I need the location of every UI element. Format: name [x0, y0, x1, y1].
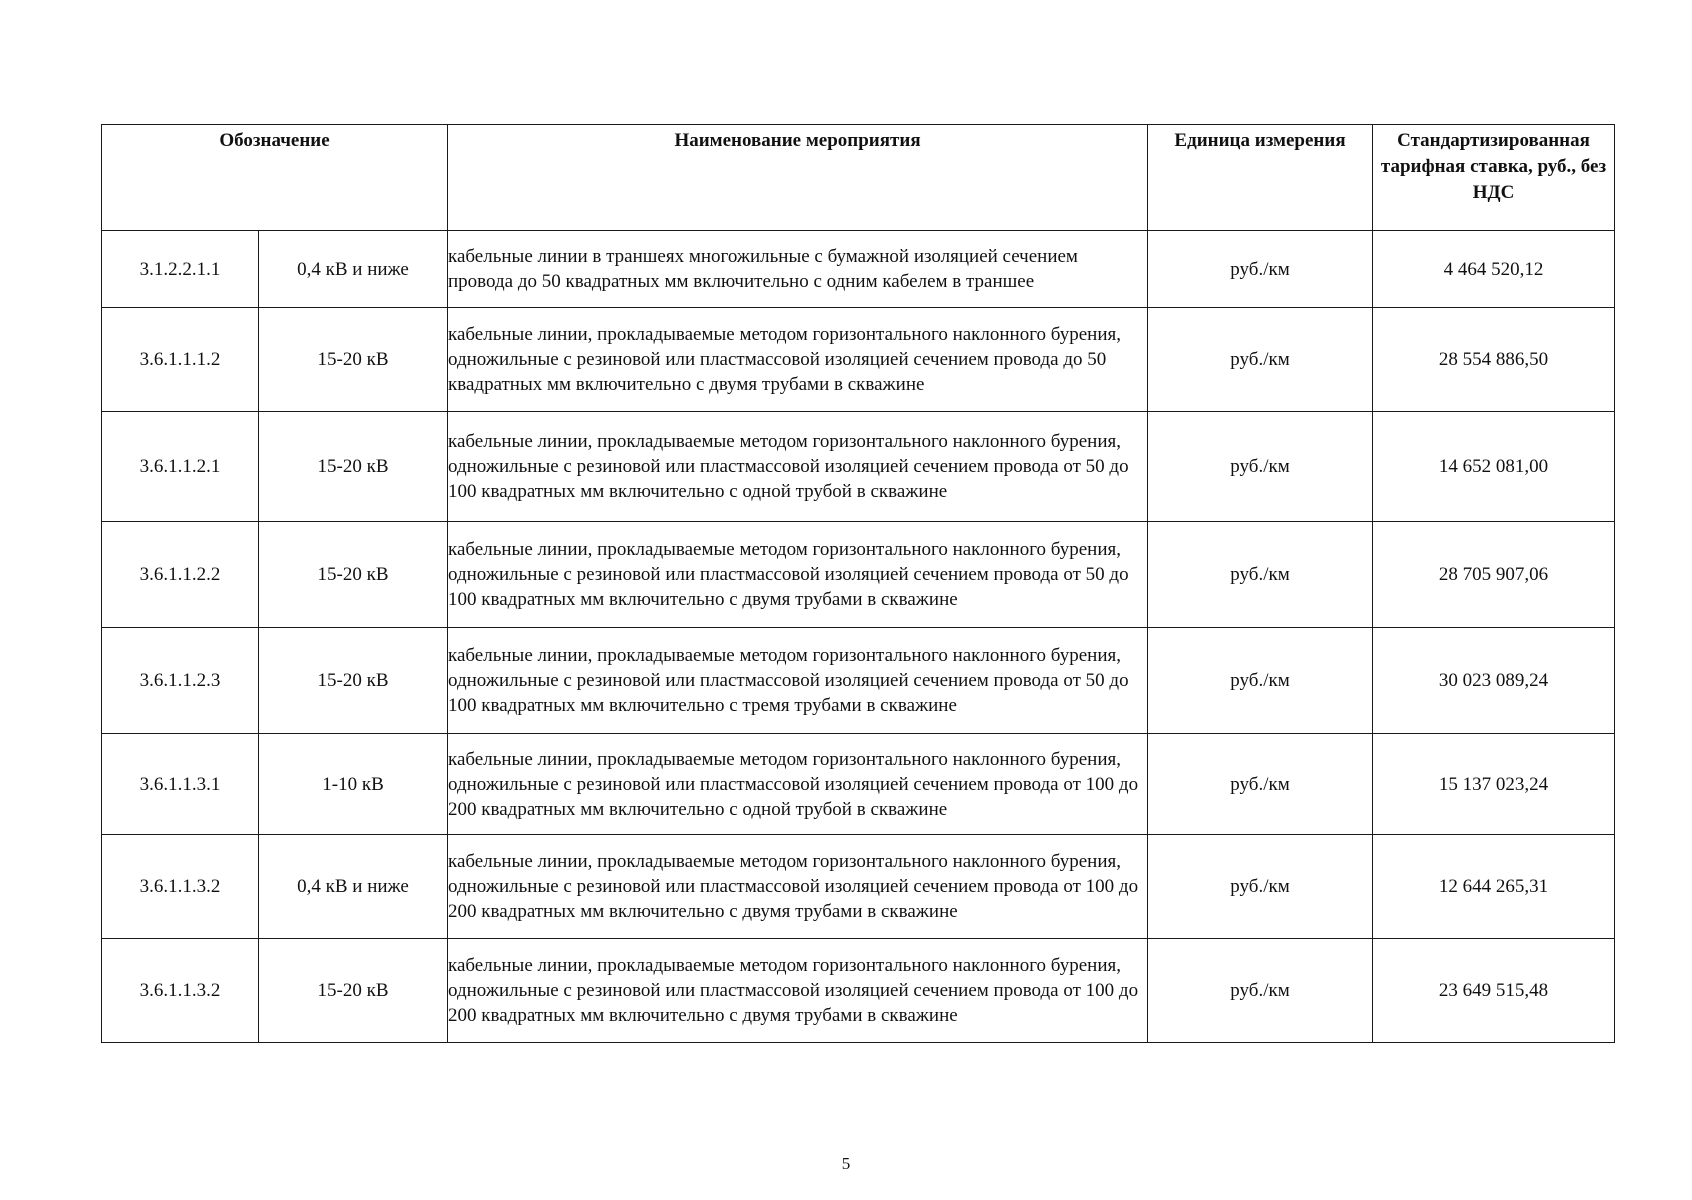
- row-description: кабельные линии, прокладываемые методом горизонтального наклонного бурения, одножильные с резиновой или пластмассовой изоляцией сечением провода от 50 до 100 квадратных мм включительно с двумя трубами в скважине: [448, 522, 1148, 628]
- row-code: 3.1.2.2.1.1: [102, 231, 259, 308]
- row-description: кабельные линии в траншеях многожильные с бумажной изоляцией сечением провода до 50 квадратных мм включительно с одним кабелем в траншее: [448, 231, 1148, 308]
- row-rate: 23 649 515,48: [1373, 939, 1615, 1043]
- row-rate: 4 464 520,12: [1373, 231, 1615, 308]
- row-unit: руб./км: [1148, 939, 1373, 1043]
- header-name: Наименование мероприятия: [448, 125, 1148, 231]
- row-voltage: 15-20 кВ: [259, 628, 448, 734]
- row-description: кабельные линии, прокладываемые методом горизонтального наклонного бурения, одножильные с резиновой или пластмассовой изоляцией сечением провода от 100 до 200 квадратных мм включительно с двумя трубами в скважине: [448, 835, 1148, 939]
- row-description: кабельные линии, прокладываемые методом горизонтального наклонного бурения, одножильные с резиновой или пластмассовой изоляцией сечением провода от 50 до 100 квадратных мм включительно с тремя трубами в скважине: [448, 628, 1148, 734]
- row-code: 3.6.1.1.2.3: [102, 628, 259, 734]
- table-row: [102, 939, 1615, 1043]
- page-number: 5: [841, 1154, 851, 1173]
- header-rate: Стандартизированная тарифная ставка, руб., без НДС: [1373, 125, 1615, 231]
- row-voltage: 15-20 кВ: [259, 939, 448, 1043]
- header-designation: Обозначение: [102, 125, 448, 231]
- row-voltage: 1-10 кВ: [259, 734, 448, 835]
- row-voltage: 15-20 кВ: [259, 522, 448, 628]
- row-unit: руб./км: [1148, 231, 1373, 308]
- row-code: 3.6.1.1.3.2: [102, 939, 259, 1043]
- row-code: 3.6.1.1.2.2: [102, 522, 259, 628]
- row-description: кабельные линии, прокладываемые методом горизонтального наклонного бурения, одножильные с резиновой или пластмассовой изоляцией сечением провода до 50 квадратных мм включительно с двумя трубами в скважине: [448, 308, 1148, 412]
- row-rate: 12 644 265,31: [1373, 835, 1615, 939]
- row-description: кабельные линии, прокладываемые методом горизонтального наклонного бурения, одножильные с резиновой или пластмассовой изоляцией сечением провода от 100 до 200 квадратных мм включительно с одной трубой в скважине: [448, 734, 1148, 835]
- table-row: [102, 835, 1615, 939]
- row-code: 3.6.1.1.2.1: [102, 412, 259, 522]
- table-row: [102, 231, 1615, 308]
- table-row: [102, 734, 1615, 835]
- table-row: [102, 628, 1615, 734]
- row-voltage: 15-20 кВ: [259, 412, 448, 522]
- row-rate: 14 652 081,00: [1373, 412, 1615, 522]
- table-row: [102, 308, 1615, 412]
- table-row: [102, 412, 1615, 522]
- row-code: 3.6.1.1.3.2: [102, 835, 259, 939]
- row-unit: руб./км: [1148, 412, 1373, 522]
- row-unit: руб./км: [1148, 522, 1373, 628]
- row-description: кабельные линии, прокладываемые методом горизонтального наклонного бурения, одножильные с резиновой или пластмассовой изоляцией сечением провода от 100 до 200 квадратных мм включительно с двумя трубами в скважине: [448, 939, 1148, 1043]
- table-row: [102, 522, 1615, 628]
- row-code: 3.6.1.1.1.2: [102, 308, 259, 412]
- row-description: кабельные линии, прокладываемые методом горизонтального наклонного бурения, одножильные с резиновой или пластмассовой изоляцией сечением провода от 50 до 100 квадратных мм включительно с одной трубой в скважине: [448, 412, 1148, 522]
- row-voltage: 0,4 кВ и ниже: [259, 231, 448, 308]
- row-rate: 15 137 023,24: [1373, 734, 1615, 835]
- row-unit: руб./км: [1148, 835, 1373, 939]
- row-rate: 28 705 907,06: [1373, 522, 1615, 628]
- row-unit: руб./км: [1148, 308, 1373, 412]
- row-code: 3.6.1.1.3.1: [102, 734, 259, 835]
- row-rate: 28 554 886,50: [1373, 308, 1615, 412]
- row-unit: руб./км: [1148, 734, 1373, 835]
- header-unit: Единица измерения: [1148, 125, 1373, 231]
- row-rate: 30 023 089,24: [1373, 628, 1615, 734]
- table-header-row: [102, 125, 1615, 231]
- row-unit: руб./км: [1148, 628, 1373, 734]
- tariff-table: [101, 124, 1615, 1043]
- row-voltage: 15-20 кВ: [259, 308, 448, 412]
- row-voltage: 0,4 кВ и ниже: [259, 835, 448, 939]
